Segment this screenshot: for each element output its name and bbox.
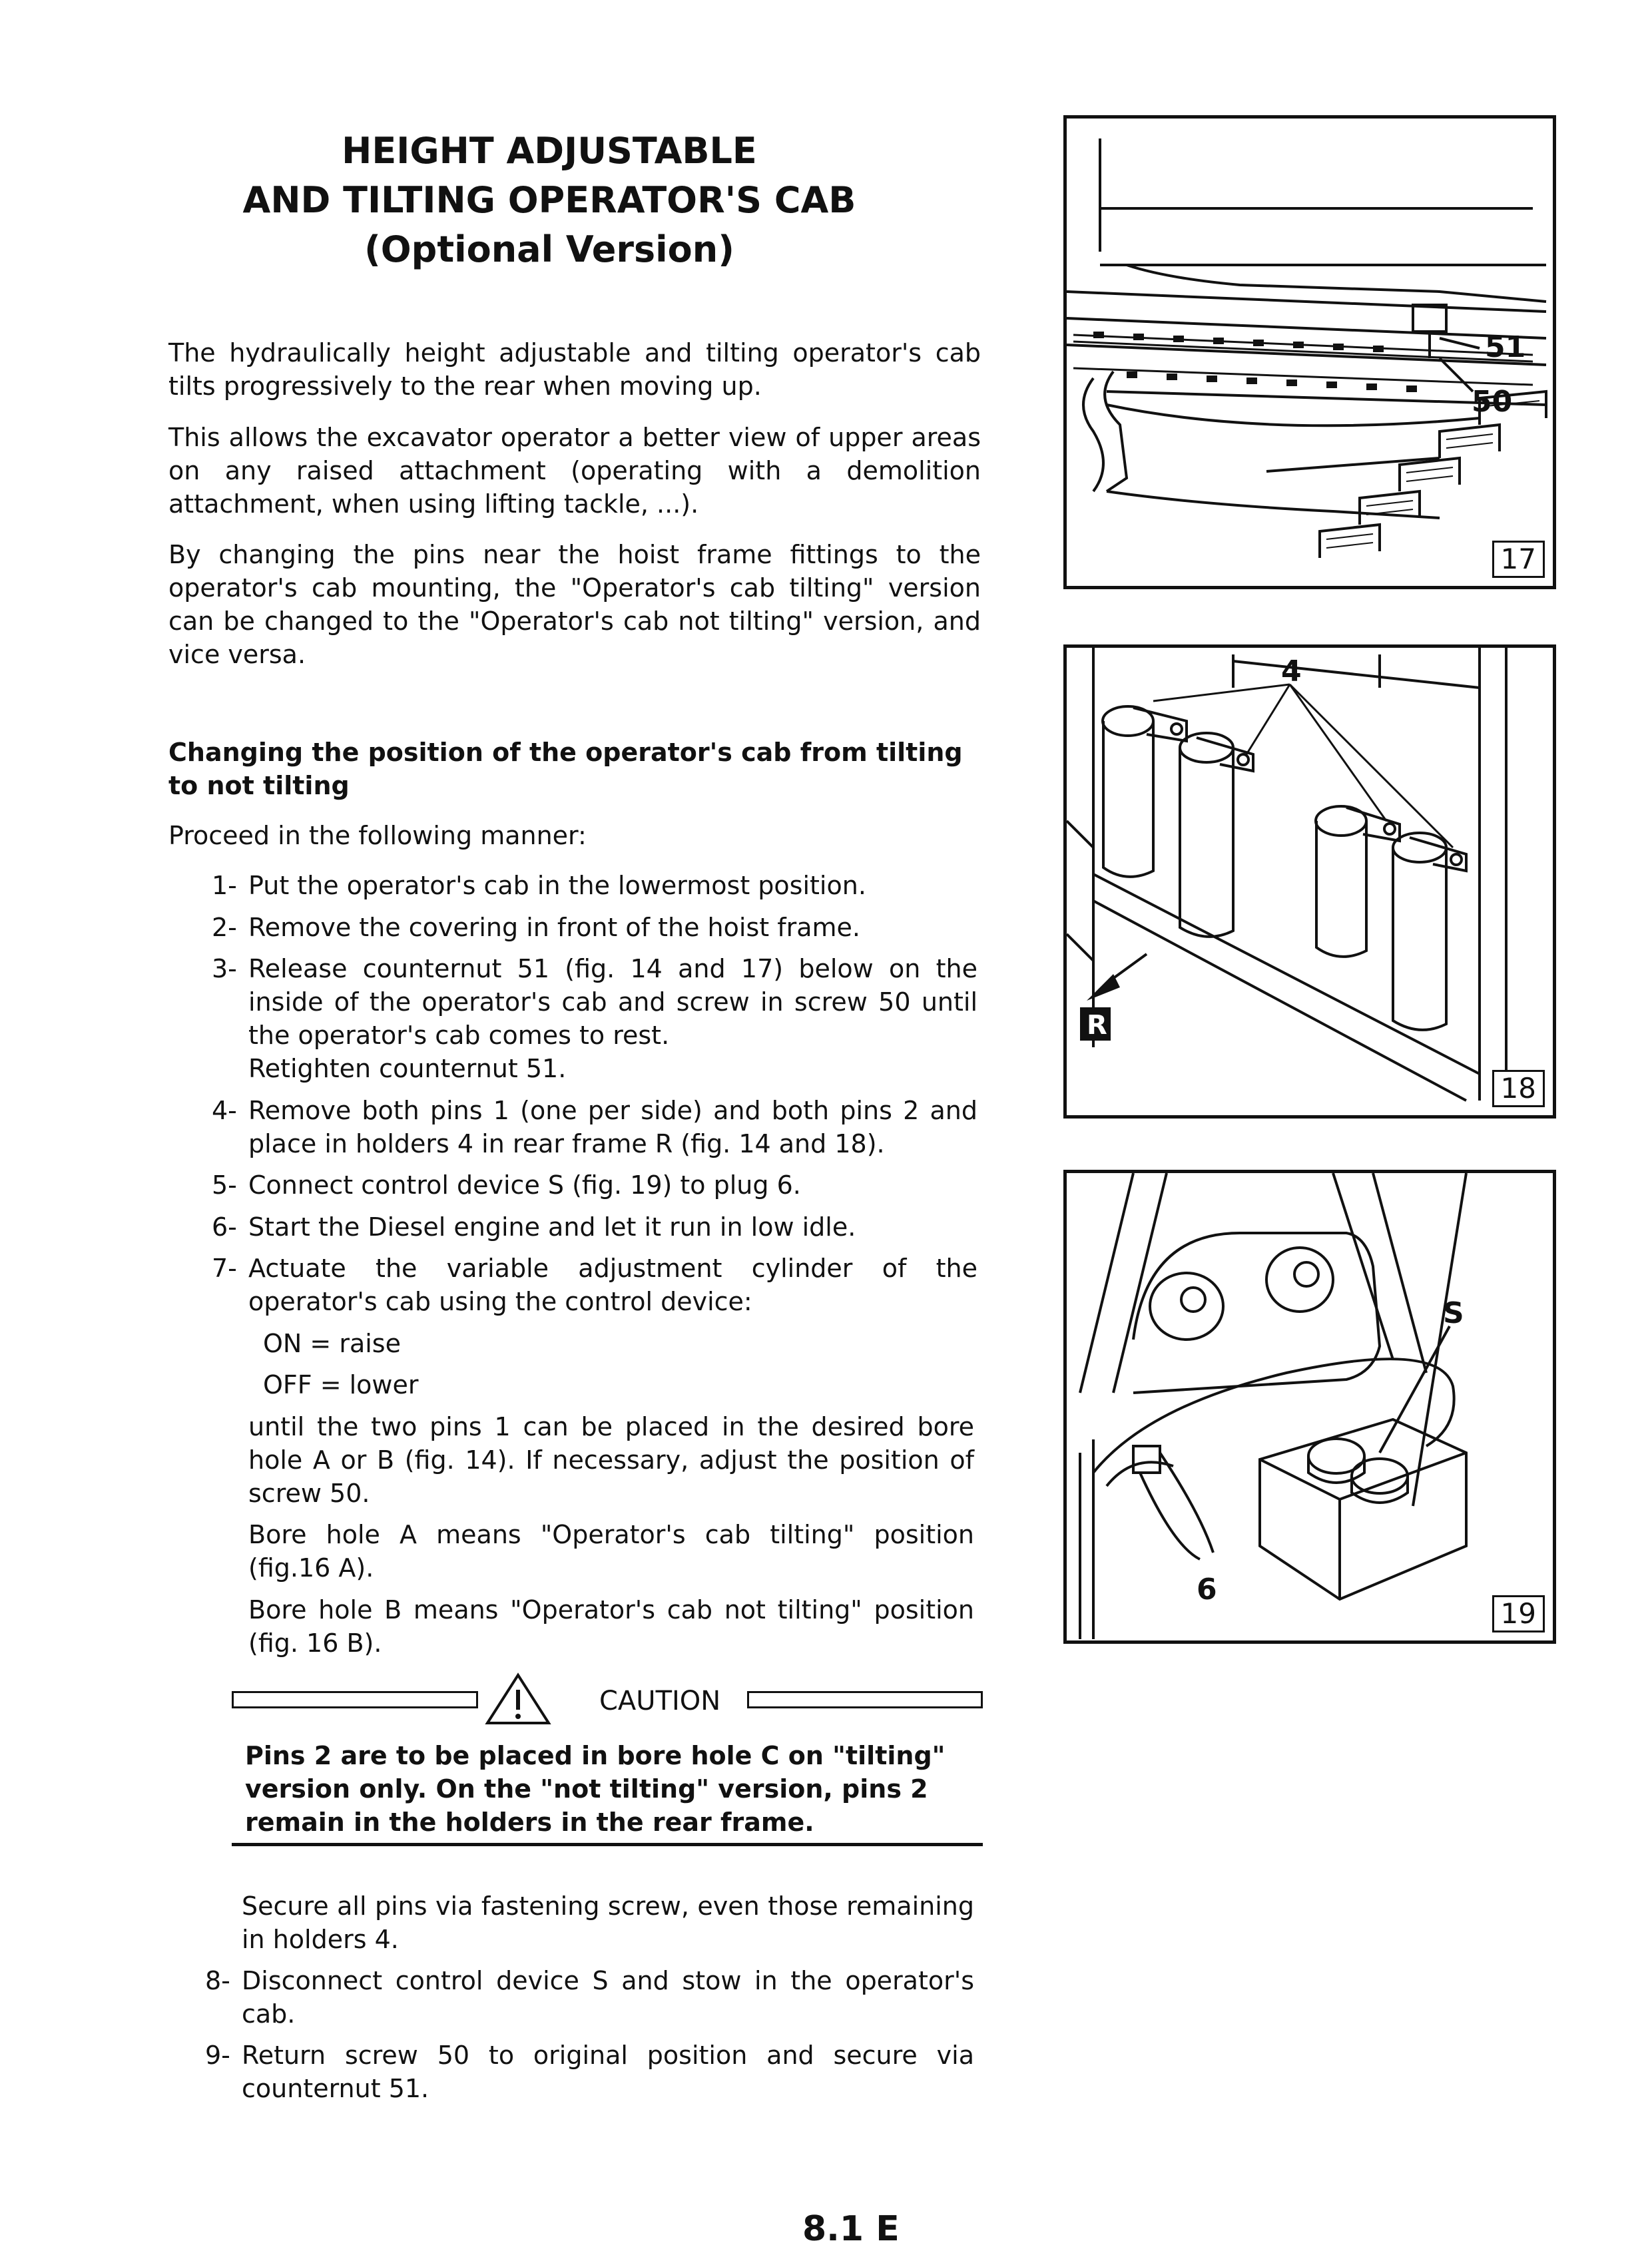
step-number: 3- bbox=[212, 954, 237, 983]
label-6: 6 bbox=[1197, 1573, 1217, 1607]
intro-paragraph-3: By changing the pins near the hoist frame fittings to the operator's cab mounting, the "Operator's cab tilting" version can be changed to the "Operator's cab not tilting" version, and vice versa. bbox=[168, 540, 981, 669]
step-number: 2- bbox=[212, 913, 237, 942]
step-number: 4- bbox=[212, 1096, 237, 1125]
step-7 bbox=[212, 1252, 977, 1318]
label-r: R bbox=[1087, 1010, 1107, 1041]
step-text: Connect control device S (fig. 19) to plug 6. bbox=[248, 1170, 801, 1200]
step-number: 8- bbox=[205, 1966, 230, 1995]
step-number: 5- bbox=[212, 1170, 237, 1200]
step-number: 1- bbox=[212, 871, 237, 900]
title-line-3: (Optional Version) bbox=[364, 228, 734, 270]
step-text: Actuate the variable adjustment cylinder of the operator's cab using the control device: bbox=[248, 1254, 977, 1316]
step-number: 7- bbox=[212, 1254, 237, 1283]
off-lower: OFF = lower bbox=[263, 1370, 419, 1399]
step-number: 6- bbox=[212, 1212, 237, 1242]
caution-bar-left bbox=[232, 1691, 478, 1708]
label-50: 50 bbox=[1472, 385, 1513, 419]
figure-18-number: 18 bbox=[1492, 1070, 1545, 1107]
bore-hole-b: Bore hole B means "Operator's cab not tilting" position (fig. 16 B). bbox=[248, 1595, 974, 1658]
figure-19 bbox=[1063, 1170, 1556, 1644]
figure-18 bbox=[1063, 644, 1556, 1119]
figure-17-number: 17 bbox=[1492, 541, 1545, 578]
figure-18-drawing bbox=[1067, 648, 1553, 1115]
step-text: Return screw 50 to original position and secure via counternut 51. bbox=[242, 2041, 974, 2103]
step-text: Remove the covering in front of the hoist frame. bbox=[248, 913, 860, 942]
label-51: 51 bbox=[1485, 330, 1526, 364]
step-8 bbox=[205, 1964, 974, 2031]
intro-paragraph-2: This allows the excavator operator a better view of upper areas on any raised attachment (operating with a demolition attachment, when using lifting tackle, ...). bbox=[168, 423, 981, 519]
step-text: Put the operator's cab in the lowermost position. bbox=[248, 871, 866, 900]
label-4: 4 bbox=[1281, 654, 1302, 688]
step-2 bbox=[212, 911, 977, 944]
page-number: 8.1 E bbox=[802, 2209, 900, 2249]
bore-hole-a: Bore hole A means "Operator's cab tilting" position (fig.16 A). bbox=[248, 1520, 974, 1583]
intro-paragraph-1: The hydraulically height adjustable and tilting operator's cab tilts progressively to the rear when moving up. bbox=[168, 338, 981, 401]
caution-label: CAUTION bbox=[599, 1686, 721, 1716]
figure-17-drawing bbox=[1067, 119, 1553, 586]
step-6 bbox=[212, 1210, 977, 1244]
step-number: 9- bbox=[205, 2041, 230, 2070]
caution-text: Pins 2 are to be placed in bore hole C on "tilting" version only. On the "not tilting" version, pins 2 remain in the holders in the rear frame. bbox=[245, 1741, 946, 1837]
page-title bbox=[166, 126, 932, 274]
step-9 bbox=[205, 2039, 974, 2105]
step-text: Disconnect control device S and stow in the operator's cab. bbox=[242, 1966, 974, 2029]
step-5 bbox=[212, 1168, 977, 1202]
caution-bar-right bbox=[747, 1691, 983, 1708]
caution-rule bbox=[232, 1843, 983, 1846]
step-3 bbox=[212, 952, 977, 1085]
warning-triangle-icon bbox=[485, 1672, 551, 1726]
step-text: Remove both pins 1 (one per side) and both pins 2 and place in holders 4 in rear frame R (fig. 14 and 18). bbox=[248, 1096, 977, 1158]
title-line-2: AND TILTING OPERATOR'S CAB bbox=[242, 179, 856, 221]
figure-19-number: 19 bbox=[1492, 1595, 1545, 1632]
figure-19-drawing bbox=[1067, 1173, 1553, 1640]
section-heading: Changing the position of the operator's cab from tilting to not tilting bbox=[168, 738, 963, 800]
step-text: Release counternut 51 (fig. 14 and 17) below on the inside of the operator's cab and screw in screw 50 until the operator's cab comes to rest. bbox=[248, 954, 977, 1050]
section-lead: Proceed in the following manner: bbox=[168, 821, 587, 850]
step-4 bbox=[212, 1094, 977, 1160]
secure-pins-text: Secure all pins via fastening screw, even those remaining in holders 4. bbox=[242, 1891, 974, 1954]
step-extra: Retighten counternut 51. bbox=[248, 1054, 567, 1083]
step-1 bbox=[212, 869, 977, 902]
step-7-until: until the two pins 1 can be placed in the desired bore hole A or B (fig. 14). If necessary, adjust the position of screw 50. bbox=[248, 1412, 974, 1508]
on-raise: ON = raise bbox=[263, 1329, 401, 1358]
label-s: S bbox=[1443, 1296, 1464, 1330]
step-text: Start the Diesel engine and let it run in low idle. bbox=[248, 1212, 856, 1242]
figure-17 bbox=[1063, 115, 1556, 589]
title-line-1: HEIGHT ADJUSTABLE bbox=[342, 130, 757, 172]
